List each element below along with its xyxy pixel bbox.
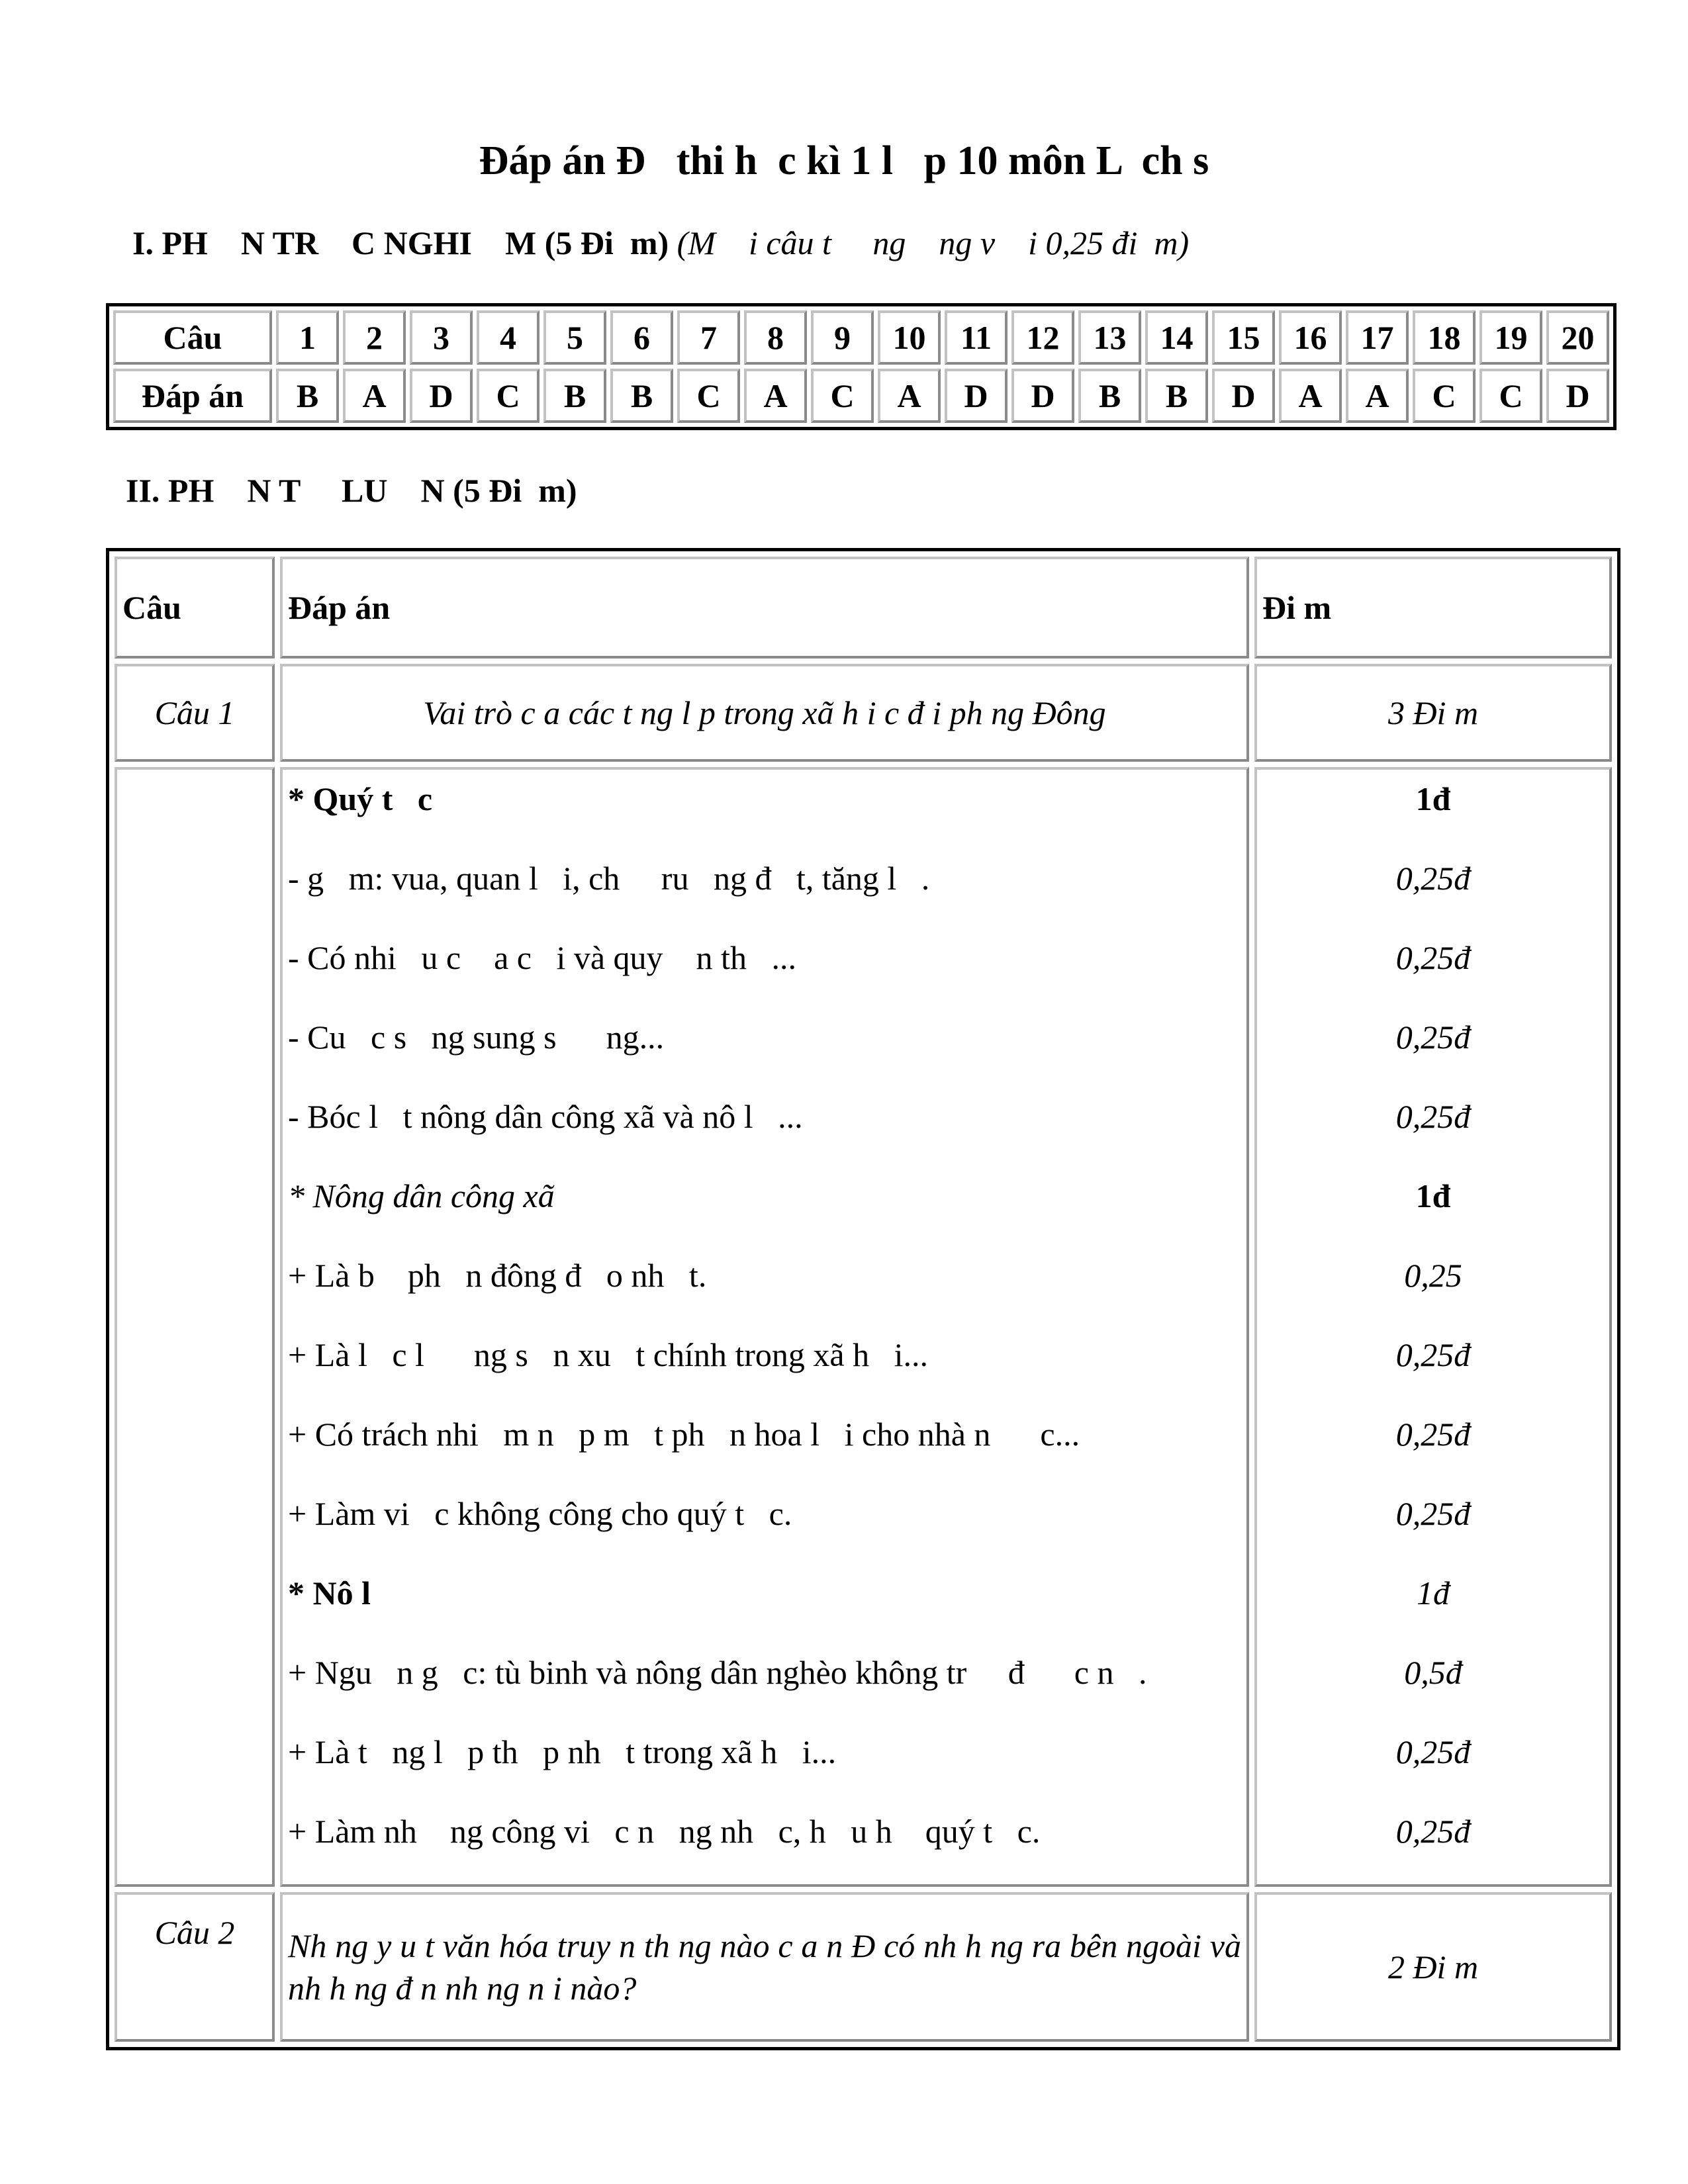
- section-1-heading: [132, 224, 1189, 262]
- answer-cell: B: [1145, 369, 1208, 423]
- answer-row: [113, 369, 1609, 423]
- question-number: 20: [1546, 310, 1609, 365]
- question-1-detail-row: [115, 767, 1612, 1887]
- line-points: 0,25đ: [1395, 1019, 1471, 1056]
- header-question: Câu: [115, 557, 275, 659]
- line-points: 0,25đ: [1395, 1336, 1471, 1373]
- empty-cell: [115, 767, 275, 1887]
- answer-cell: B: [1078, 369, 1141, 423]
- question-1-points: 3 Đi m: [1254, 664, 1612, 762]
- answer-line: + Là t ng l p th p nh t trong xã h i...: [288, 1733, 837, 1770]
- answer-cell: C: [1479, 369, 1542, 423]
- answer-cell: B: [610, 369, 673, 423]
- answer-cell: B: [543, 369, 606, 423]
- line-points: 0,25: [1404, 1257, 1462, 1294]
- line-points: 0,25đ: [1395, 1813, 1471, 1850]
- point-lines: [1254, 767, 1612, 1887]
- answer-line: + Ngu n g c: tù binh và nông dân nghèo không tr đ c n .: [288, 1654, 1147, 1691]
- answer-cell: D: [1011, 369, 1074, 423]
- line-points: 1đ: [1417, 1574, 1450, 1612]
- answer-line: - Bóc l t nông dân công xã và nô l ...: [288, 1098, 803, 1135]
- line-points: 1đ: [1415, 780, 1451, 817]
- question-number: 19: [1479, 310, 1542, 365]
- question-row: [113, 310, 1609, 365]
- answer-cell: A: [1279, 369, 1342, 423]
- answer-cell: A: [343, 369, 406, 423]
- question-2-label: Câu 2: [115, 1892, 275, 2042]
- answer-label: Đáp án: [113, 369, 272, 423]
- answer-cell: D: [410, 369, 473, 423]
- question-number: 10: [878, 310, 941, 365]
- header-points: Đi m: [1254, 557, 1612, 659]
- line-points: 0,25đ: [1395, 1416, 1471, 1453]
- answer-cell: A: [878, 369, 941, 423]
- question-number: 15: [1212, 310, 1275, 365]
- question-number: 7: [677, 310, 740, 365]
- question-1-prompt: Vai trò c a các t ng l p trong xã h i c đ i ph ng Đông: [280, 664, 1249, 762]
- answer-cell: D: [1212, 369, 1275, 423]
- essay-answer-table: [106, 548, 1620, 2050]
- answer-line: * Nông dân công xã: [288, 1177, 555, 1214]
- question-number: 9: [811, 310, 874, 365]
- answer-cell: B: [276, 369, 339, 423]
- answer-cell: D: [1546, 369, 1609, 423]
- question-number: 3: [410, 310, 473, 365]
- question-number: 1: [276, 310, 339, 365]
- header-row: [115, 557, 1612, 659]
- question-number: 5: [543, 310, 606, 365]
- question-number: 12: [1011, 310, 1074, 365]
- line-points: 0,25đ: [1395, 939, 1471, 976]
- question-number: 16: [1279, 310, 1342, 365]
- answer-cell: A: [744, 369, 807, 423]
- answer-line: - g m: vua, quan l i, ch ru ng đ t, tăng l .: [288, 860, 930, 897]
- question-number: 4: [477, 310, 539, 365]
- question-number: 2: [343, 310, 406, 365]
- answer-cell: C: [811, 369, 874, 423]
- question-1-label: Câu 1: [115, 664, 275, 762]
- answer-line: - Cu c s ng sung s ng...: [288, 1019, 665, 1056]
- answer-cell: C: [1413, 369, 1476, 423]
- section-1-title: I. PH N TR C NGHI M (5 Đi m): [132, 224, 669, 261]
- question-number: 17: [1346, 310, 1409, 365]
- answer-line: * Quý t c: [288, 780, 433, 817]
- question-number: 6: [610, 310, 673, 365]
- line-points: 0,25đ: [1395, 1733, 1471, 1770]
- answer-line: + Làm nh ng công vi c n ng nh c, h u h quý t c.: [288, 1813, 1041, 1850]
- question-2-row: [115, 1892, 1612, 2042]
- answer-line: + Có trách nhi m n p m t ph n hoa l i cho nhà n c...: [288, 1416, 1080, 1453]
- multiple-choice-answer-table: [106, 303, 1617, 430]
- header-answer: Đáp án: [280, 557, 1249, 659]
- question-number: 14: [1145, 310, 1208, 365]
- question-2-points: 2 Đi m: [1254, 1892, 1612, 2042]
- answer-cell: D: [945, 369, 1008, 423]
- answer-cell: C: [677, 369, 740, 423]
- answer-cell: A: [1346, 369, 1409, 423]
- question-2-prompt: Nh ng y u t văn hóa truy n th ng nào c a n Đ có nh h ng ra bên ngoài và nh h ng đ n nh ng n i nào?: [280, 1892, 1249, 2042]
- question-number: 11: [945, 310, 1008, 365]
- line-points: 0,25đ: [1395, 1495, 1471, 1532]
- answer-line: - Có nhi u c a c i và quy n th ...: [288, 939, 796, 976]
- answer-line: + Là l c l ng s n xu t chính trong xã h i...: [288, 1336, 928, 1373]
- answer-line: * Nô l: [288, 1574, 371, 1612]
- answer-line: + Làm vi c không công cho quý t c.: [288, 1495, 792, 1532]
- answer-lines: [280, 767, 1249, 1887]
- line-points: 1đ: [1415, 1177, 1451, 1214]
- line-points: 0,25đ: [1395, 1098, 1471, 1135]
- section-1-note: (M i câu t ng ng v i 0,25 đi m): [669, 224, 1190, 261]
- question-number: 18: [1413, 310, 1476, 365]
- question-label: Câu: [113, 310, 272, 365]
- question-number: 13: [1078, 310, 1141, 365]
- line-points: 0,25đ: [1395, 860, 1471, 897]
- line-points: 0,5đ: [1404, 1654, 1462, 1691]
- question-number: 8: [744, 310, 807, 365]
- page-title: Đáp án Đ thi h c kì 1 l p 10 môn L ch s: [479, 138, 1209, 183]
- answer-line: + Là b ph n đông đ o nh t.: [288, 1257, 707, 1294]
- question-1-row: [115, 664, 1612, 762]
- section-2-title: II. PH N T LU N (5 Đi m): [126, 472, 577, 509]
- answer-cell: C: [477, 369, 539, 423]
